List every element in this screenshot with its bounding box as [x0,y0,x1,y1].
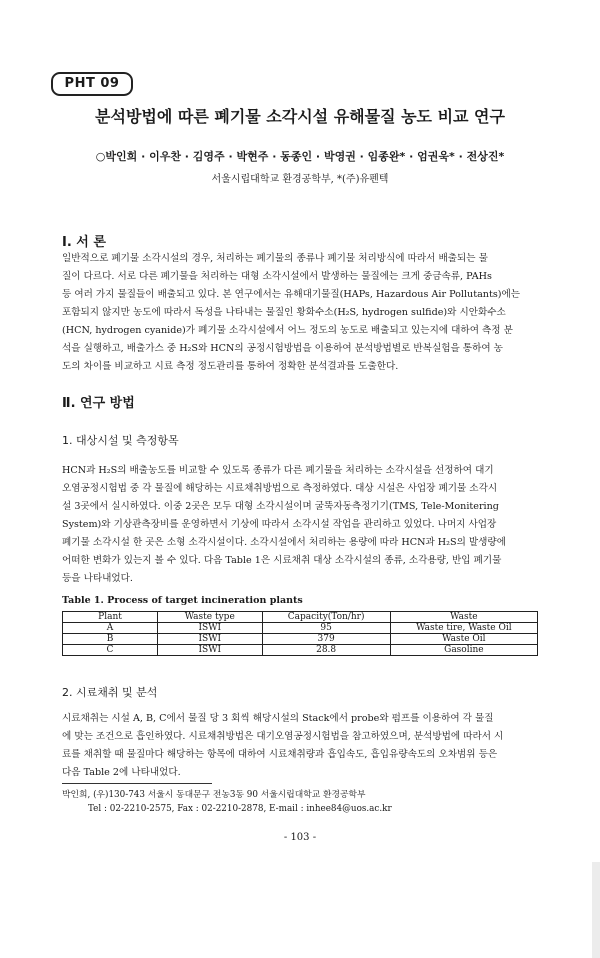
text-line: 어떠한 변화가 있는지 볼 수 있다. 다음 Table 1은 시료채취 대상 소각시설의 종류, 소각용량, 반입 폐기물 [62,555,502,566]
text-line: 시료채취는 시설 A, B, C에서 물질 당 3 회씩 해당시설의 Stack에서 probe와 펌프를 이용하여 각 물질 [62,713,494,724]
table-cell: 379 [262,634,390,645]
text-line: 다음 Table 2에 나타내었다. [62,767,181,778]
section-heading-introduction: Ⅰ. 서 론 [62,235,106,250]
text-line: 폐기물 소각시설 한 곳은 소형 소각시설이다. 소각시설에서 처리하는 용량에 따라 HCN과 H₂S의 발생량에 [62,537,506,548]
text-line: 설 3곳에서 실시하였다. 이중 2곳은 모두 대형 소각시설이며 굴뚝자동측정기기(TMS, Tele-Monitering [62,501,499,512]
text-line: System)와 기상관측장비를 운영하면서 기상에 따라서 소각시설 작업을 관리하고 있었다. 나머지 사업장 [62,519,497,530]
table-row [63,645,538,656]
text-line: 료를 채취할 때 물질마다 해당하는 항목에 대하여 시료채취량과 흡입속도, 흡입유량속도의 오차범위 등은 [62,749,498,760]
text-line: 오염공정시험법 중 각 물질에 해당하는 시료채취방법으로 측정하였다. 대상 시설은 사업장 폐기물 소각시 [62,483,498,494]
incineration-plants-table [62,611,538,656]
column-header: Capacity(Ton/hr) [262,612,390,623]
text-line: (HCN, hydrogen cyanide)가 폐기물 소각시설에서 어느 정도의 농도로 배출되고 있는지에 대하여 측정 분 [62,325,513,336]
table-header-row [63,612,538,623]
column-header: Waste [390,612,537,623]
text-line: 질이 다르다. 서로 다른 폐기물을 처리하는 대형 소각시설에서 발생하는 물질에는 크게 중금속류, PAHs [62,271,492,282]
sampling-paragraph [62,710,538,782]
target-facilities-paragraph [62,462,538,588]
table-caption: Table 1. Process of target incineration plants [62,595,303,606]
table-cell: Gasoline [390,645,537,656]
text-line: 에 맞는 조건으로 흡인하였다. 시료채취방법은 대기오염공정시험법을 참고하였으며, 분석방법에 따라서 시 [62,731,504,742]
table-cell: B [63,634,158,645]
table-cell: Waste tire, Waste Oil [390,623,537,634]
session-tag: PHT 09 [51,72,133,96]
footnote-address: 박인희, (우)130-743 서울시 동대문구 전농3동 90 서울시립대학교 환경공학부 [62,790,366,800]
footnote-divider [62,783,212,784]
text-line: 도의 차이를 비교하고 시료 측정 정도관리를 통하여 정확한 분석결과를 도출한다. [62,361,399,372]
author-list: ○박인희 · 이우찬 · 김영주 · 박현주 · 동종인 · 박영권 · 임종완* · 엄권욱* · 전상진* [95,150,505,163]
scan-edge [592,862,600,958]
subsection-heading-target-facilities: 1. 대상시설 및 측정항목 [62,434,179,447]
paper-title: 분석방법에 따른 폐기물 소각시설 유해물질 농도 비교 연구 [95,107,505,126]
table-cell: ISWI [158,645,263,656]
text-line: 석을 실행하고, 배출가스 중 H₂S와 HCN의 공정시험방법을 이용하여 분석방법별로 반복실험을 통하여 농 [62,343,503,354]
column-header: Plant [63,612,158,623]
text-line: 일반적으로 폐기물 소각시설의 경우, 처리하는 폐기물의 종류나 폐기물 처리방식에 따라서 배출되는 물 [62,253,488,264]
table-cell: ISWI [158,623,263,634]
table-cell: C [63,645,158,656]
table-cell: Waste Oil [390,634,537,645]
text-line: 등을 나타내었다. [62,573,133,584]
text-line: 포함되지 않지만 농도에 따라서 독성을 나타내는 물질인 황화수소(H₂S, hydrogen sulfide)와 시안화수소 [62,307,506,318]
text-line: 등 여러 가지 물질들이 배출되고 있다. 본 연구에서는 유해대기물질(HAPs, Hazardous Air Pollutants)에는 [62,289,521,300]
table-cell: 28.8 [262,645,390,656]
table-cell: 95 [262,623,390,634]
column-header: Waste type [158,612,263,623]
table-cell: A [63,623,158,634]
introduction-paragraph [62,250,538,376]
subsection-heading-sampling: 2. 시료채취 및 분석 [62,686,158,699]
table-cell: ISWI [158,634,263,645]
footnote-contact: Tel : 02-2210-2575, Fax : 02-2210-2878, E-mail : inhee84@uos.ac.kr [88,804,392,814]
affiliation: 서울시립대학교 환경공학부, *(주)유펜텍 [211,174,389,185]
page-number: - 103 - [283,832,317,843]
table-row [63,623,538,634]
section-heading-methods: Ⅱ. 연구 방법 [62,396,135,411]
text-line: HCN과 H₂S의 배출농도를 비교할 수 있도록 종류가 다른 폐기물을 처리하는 소각시설을 선정하여 대기 [62,465,494,476]
table-row [63,634,538,645]
